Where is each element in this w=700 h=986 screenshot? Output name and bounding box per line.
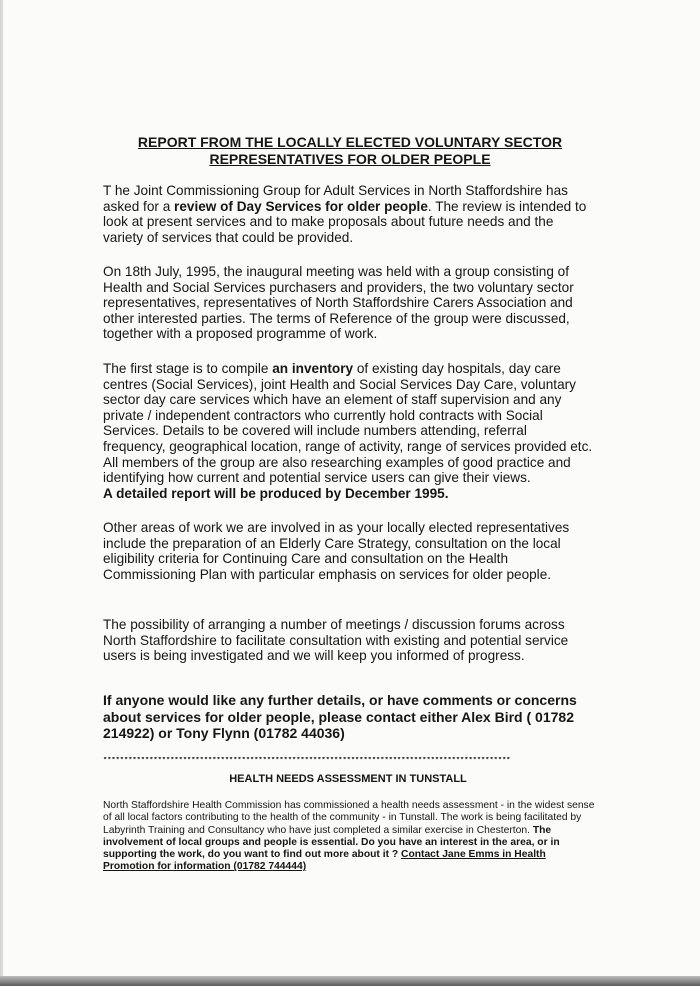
contact-details: If anyone would like any further details, or have comments or concerns about services for older people, please contact either Alex Bird ( 01782 214922) or Tony Flynn (01782 44036) — [103, 692, 577, 741]
p3-bold-inventory: an inventory — [272, 361, 354, 376]
hna-heading: HEALTH NEEDS ASSESSMENT IN TUNSTALL — [229, 773, 467, 785]
star-divider: ************************************************************************************************* — [103, 757, 511, 765]
paragraph-forums: The possibility of arranging a number of meetings / discussion forums across North Staffordshire to facilitate consultation with existing and potential service users is being investigated and we will keep you informed of progress. — [103, 617, 569, 664]
scan-left-edge — [0, 0, 3, 986]
report-title-line-2: REPRESENTATIVES FOR OLDER PEOPLE — [209, 151, 491, 167]
paragraph-other-work: Other areas of work we are involved in as your locally elected representatives include the preparation of an Elderly Care Strategy, consultation on the local eligibility criteria for Continuing Care and consultation on the Health Commissioning Plan with particular emphasis on services for older people. — [103, 520, 570, 582]
p3-bold-report-date: A detailed report will be produced by December 1995. — [103, 485, 449, 501]
paragraph-inaugural-meeting: On 18th July, 1995, the inaugural meeting was held with a group consisting of Health and Social Services purchasers and providers, the two voluntary sector representatives, representatives of North Staffordshire Carers Association and other interested parties. The terms of Reference of the group were discussed, together with a proposed programme of work. — [103, 264, 574, 342]
hna-bold-involvement: The involvement of local groups and people is essential. Do you have an interest in the area, or in supporting the work, do you want to find out more about it ? — [103, 824, 560, 861]
report-title-line-1: REPORT FROM THE LOCALLY ELECTED VOLUNTARY SECTOR — [137, 134, 563, 150]
paragraph-inventory — [103, 361, 593, 501]
hna-paragraph — [103, 800, 595, 874]
p3-text-1: The first stage is to compile — [103, 361, 273, 376]
scan-bottom-edge — [0, 976, 700, 986]
hna-contact-link: Contact Jane Emms in Health Promotion for information (01782 744444) — [103, 849, 546, 873]
p1-bold-review: review of Day Services for older people — [174, 198, 428, 214]
p1-text-2: . The review is intended to look at present services and to make proposals about future needs and the variety of services that could be provided. — [103, 198, 587, 245]
report-title — [100, 134, 600, 168]
p3-text-2: of existing day hospitals, day care centres (Social Services), joint Health and Social Services Day Care, voluntary sector day care services which have an element of staff supervision and any private / independent contractors who currently hold contracts with Social Services. Details to be covered will include numbers attending, referral frequency, geographical location, range of activity, range of services provided etc. All members of the group are also researching examples of good practice and identifying how current and potential service users can give their views. — [103, 361, 593, 486]
hna-text-1: North Staffordshire Health Commission has commissioned a health needs assessment - in the widest sense of all local factors contributing to the health of the community - in Tunstall. The work is being facilitated by Labyrinth Training and Consultancy who have just completed a similar exercise in Chesterton. — [103, 800, 595, 836]
p1-text-1: T he Joint Commissioning Group for Adult Services in North Staffordshire has asked for a — [103, 183, 568, 214]
paragraph-review-intro — [103, 183, 593, 245]
